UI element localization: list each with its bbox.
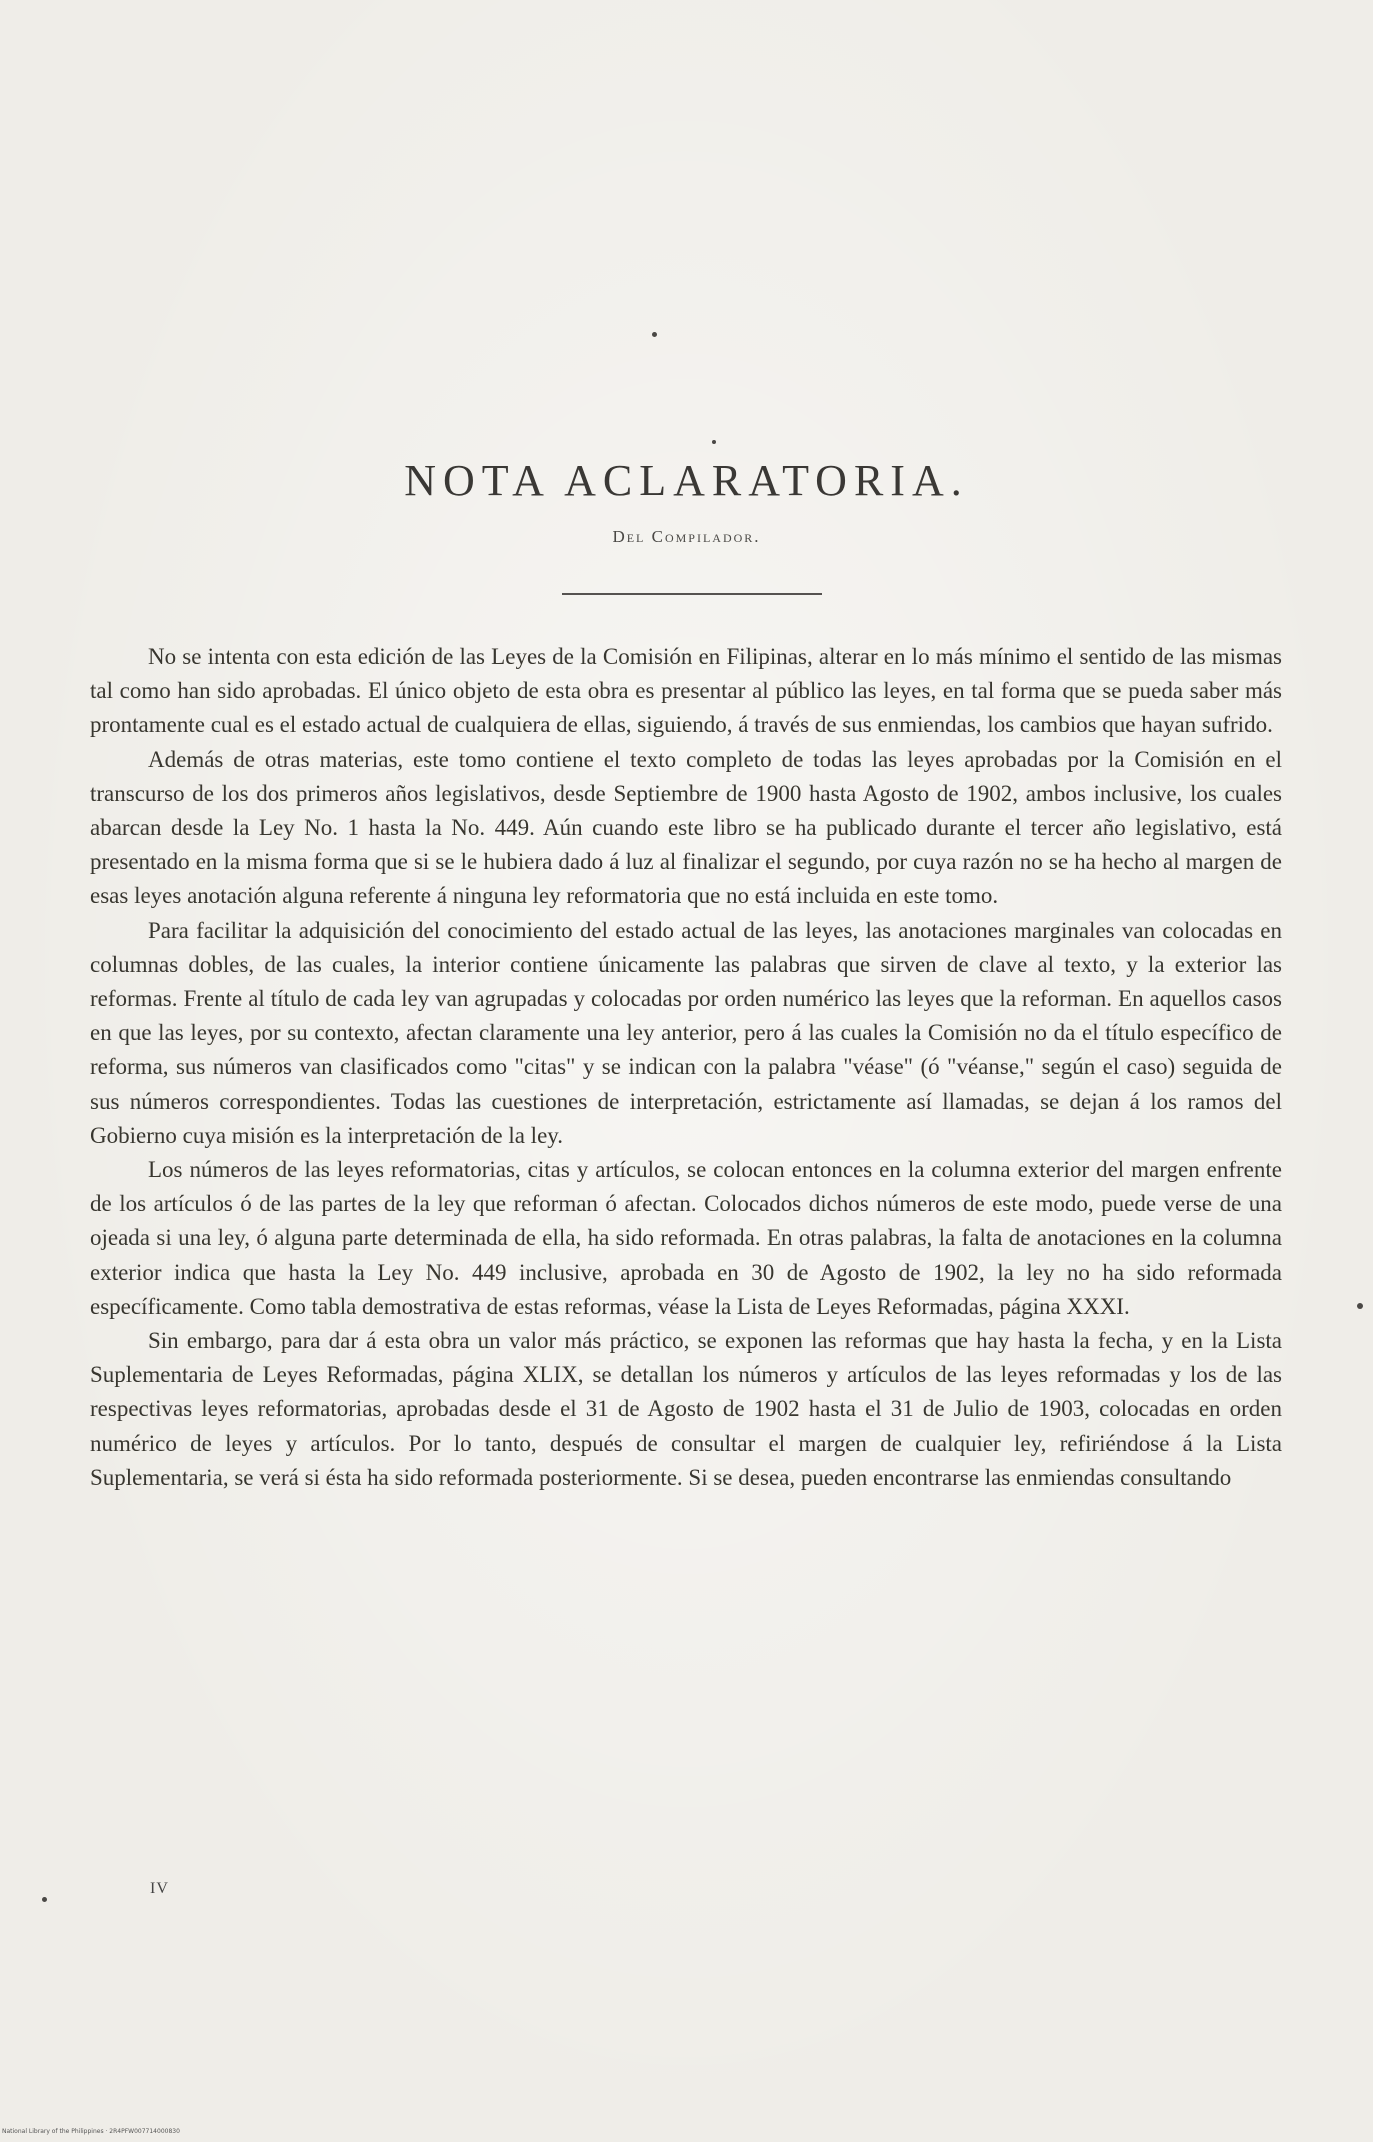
body-text [90,640,1282,1495]
paragraph-1: No se intenta con esta edición de las Leyes de la Comisión en Filipinas, alterar en lo más mínimo el sentido de las mismas tal como han sido aprobadas. El único objeto de esta obra es presentar al público las leyes, en tal forma que se pueda saber más prontamente cual es el estado actual de cualquiera de ellas, siguiendo, á través de sus enmiendas, los cambios que hayan sufrido. [90,644,1282,738]
paragraph-4: Los números de las leyes reformatorias, citas y artículos, se colocan entonces en la columna exterior del margen enfrente de los artículos ó de las partes de la ley que reforman ó afectan. Colocados dichos números de este modo, puede verse de una ojeada si una ley, ó alguna parte determinada de ella, ha sido reformada. En otras palabras, la falta de anotaciones en la columna exterior indica que hasta la Ley No. 449 inclusive, aprobada en 30 de Agosto de 1902, la ley no ha sido reformada específicamente. Como tabla demostrativa de estas reformas, véase la Lista de Leyes Reformadas, página XXXI. [90,1157,1282,1319]
paragraph-3: Para facilitar la adquisición del conocimiento del estado actual de las leyes, las anotaciones marginales van colocadas en columnas dobles, de las cuales, la interior contiene únicamente las palabras que sirven de clave al texto, y la exterior las reformas. Frente al título de cada ley van agrupadas y colocadas por orden numérico las leyes que la reforman. En aquellos casos en que las leyes, por su contexto, afectan claramente una ley anterior, pero á las cuales la Comisión no da el título específico de reforma, sus números van clasificados como "citas" y se indican con la palabra "véase" (ó "véanse," según el caso) seguida de sus números correspondientes. Todas las cuestiones de interpretación, estrictamente así llamadas, se dejan á los ramos del Gobierno cuya misión es la interpretación de la ley. [90,917,1282,1148]
page-title: NOTA ACLARATORIA. [404,456,969,505]
paragraph-5: Sin embargo, para dar á esta obra un valor más práctico, se exponen las reformas que hay hasta la fecha, y en la Lista Suplementaria de Leyes Reformadas, página XLIX, se detallan los números y artículos de las leyes reformadas y los de las respectivas leyes reformatorias, aprobadas desde el 31 de Agosto de 1902 hasta el 31 de Julio de 1903, colocadas en orden numérico de leyes y artículos. Por lo tanto, después de consultar el margen de cualquier ley, refiriéndose á la Lista Suplementaria, se verá si ésta ha sido reformada posteriormente. Si se desea, pueden encontrarse las enmiendas consultando [90,1328,1282,1490]
scan-speck [652,332,657,337]
page-subtitle: Del Compilador. [612,527,761,546]
scan-speck [42,1897,47,1902]
scan-speck [1357,1303,1363,1309]
title-divider [562,593,822,595]
page-number: IV [150,1880,169,1897]
scan-footer-note: National Library of the Philippines · 2R4PFW007714000830 [2,2128,180,2135]
paragraph-2: Además de otras materias, este tomo contiene el texto completo de todas las leyes aprobadas por la Comisión en el transcurso de los dos primeros años legislativos, desde Septiembre de 1900 hasta Agosto de 1902, ambos inclusive, los cuales abarcan desde la Ley No. 1 hasta la No. 449. Aún cuando este libro se ha publicado durante el tercer año legislativo, está presentado en la misma forma que si se le hubiera dado á luz al finalizar el segundo, por cuya razón no se ha hecho al margen de esas leyes anotación alguna referente á ninguna ley reformatoria que no está incluida en este tomo. [90,746,1282,909]
scan-speck [712,440,716,444]
